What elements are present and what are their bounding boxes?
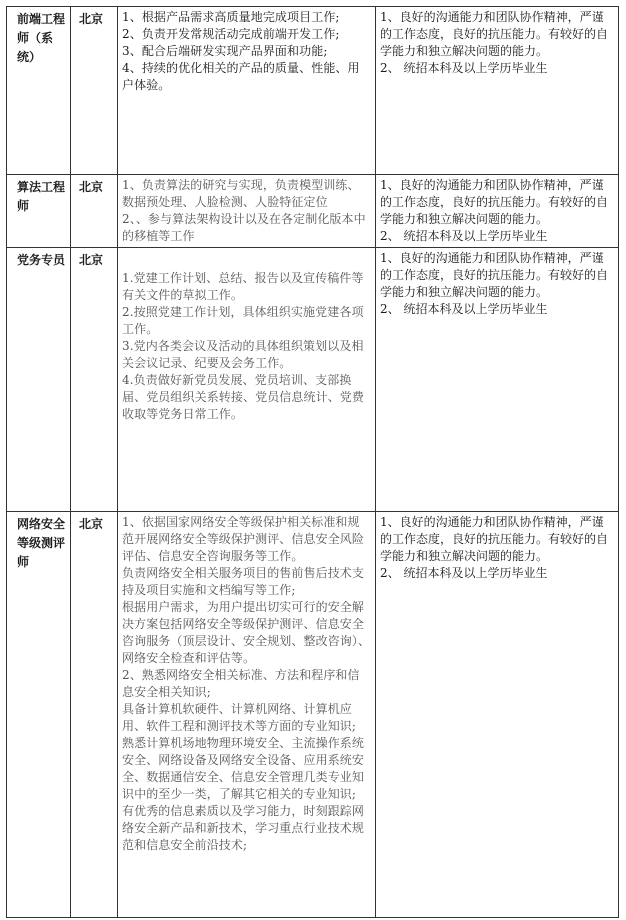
table-row-frontend: [7, 7, 619, 175]
table-row-algorithm: [7, 175, 619, 248]
requirement-line: 2、 统招本科及以上学历毕业生: [380, 566, 548, 580]
job-duties: [118, 7, 376, 175]
duty-line: 有优秀的信息素质以及学习能力，时刻跟踪网络安全新产品和新技术，学习重点行业技术规范和信息安全前沿技术;: [122, 804, 365, 852]
requirement-line: 1、良好的沟通能力和团队协作精神，严谨的工作态度，良好的抗压能力。有较好的自学能力和独立解决问题的能力。: [380, 178, 609, 226]
job-requirements: [376, 7, 619, 175]
job-title: 算法工程师: [7, 175, 71, 248]
duty-line: 根据用户需求，为用户提出切实可行的安全解决方案包括网络安全等级保护测评、信息安全咨询服务（顶层设计、安全规划、整改咨询）、网络安全检查和评估等。: [122, 600, 371, 665]
duty-line: 1、负责算法的研究与实现，负责模型训练、数据预处理、人脸检测、人脸特征定位: [122, 178, 360, 209]
job-city: 北京: [71, 175, 118, 248]
requirement-line: 2、 统招本科及以上学历毕业生: [380, 302, 548, 316]
duty-line: 1.党建工作计划、总结、报告以及宣传稿件等有关文件的草拟工作。: [122, 271, 364, 302]
duty-line: 2、、参与算法架构设计以及在各定制化版本中的移植等工作: [122, 212, 366, 243]
job-city: 北京: [71, 512, 118, 918]
job-requirements: [376, 512, 619, 918]
table-row-party: [7, 248, 619, 512]
duty-line: 1、依据国家网络安全等级保护相关标准和规范开展网络安全等级保护测评、信息安全风险评估、信息安全咨询服务等工作。: [122, 515, 365, 563]
duty-line: 1、根据产品需求高质量地完成项目工作;: [122, 10, 340, 24]
job-requirements: [376, 175, 619, 248]
requirement-line: 1、良好的沟通能力和团队协作精神，严谨的工作态度，良好的抗压能力。有较好的自学能力和独立解决问题的能力。: [380, 515, 609, 563]
duty-line: 3.党内各类会议及活动的具体组织策划以及相关会议记录、纪要及会务工作。: [122, 339, 364, 370]
duty-line: 4.负责做好新党员发展、党员培训、支部换届、党员组织关系转接、党员信息统计、党费收取等党务日常工作。: [122, 373, 365, 421]
duty-line: 3、配合后端研发实现产品界面和功能;: [122, 44, 328, 58]
job-requirements: [376, 248, 619, 512]
job-city: 北京: [71, 7, 118, 175]
job-duties: [118, 512, 376, 918]
duty-line: 2、熟悉网络安全相关标准、方法和程序和信息安全相关知识;: [122, 668, 360, 699]
requirement-line: 1、良好的沟通能力和团队协作精神，严谨的工作态度，良好的抗压能力。有较好的自学能力和独立解决问题的能力。: [380, 10, 609, 58]
table-row-security: [7, 512, 619, 918]
job-title: 网络安全等级测评师: [7, 512, 71, 918]
duty-line: 2.按照党建工作计划，具体组织实施党建各项工作。: [122, 305, 364, 336]
duty-line: 具备计算机软硬件、计算机网络、计算机应用、软件工程和测评技术等方面的专业知识;: [122, 702, 357, 733]
duty-line: 4、持续的优化相关的产品的质量、性能、用户体验。: [122, 61, 360, 92]
requirement-line: 1、良好的沟通能力和团队协作精神，严谨的工作态度，良好的抗压能力。有较好的自学能力和独立解决问题的能力。: [380, 251, 609, 299]
duty-line: 负责网络安全相关服务项目的售前售后技术支持及项目实施和文档编写等工作;: [122, 566, 365, 597]
job-title: 党务专员: [7, 248, 71, 512]
duty-line: 2、负责开发常规活动完成前端开发工作;: [122, 27, 340, 41]
job-duties: [118, 175, 376, 248]
requirement-line: 2、 统招本科及以上学历毕业生: [380, 229, 548, 243]
job-duties: [118, 248, 376, 512]
duty-line: 熟悉计算机场地物理环境安全、主流操作系统安全、网络设备及网络安全设备、应用系统安全、数据通信安全、信息安全管理几类专业知识中的至少一类，了解其它相关的专业知识;: [122, 736, 365, 801]
job-title: 前端工程师（系统）: [7, 7, 71, 175]
job-city: 北京: [71, 248, 118, 512]
requirement-line: 2、 统招本科及以上学历毕业生: [380, 61, 548, 75]
job-table: [6, 6, 619, 918]
